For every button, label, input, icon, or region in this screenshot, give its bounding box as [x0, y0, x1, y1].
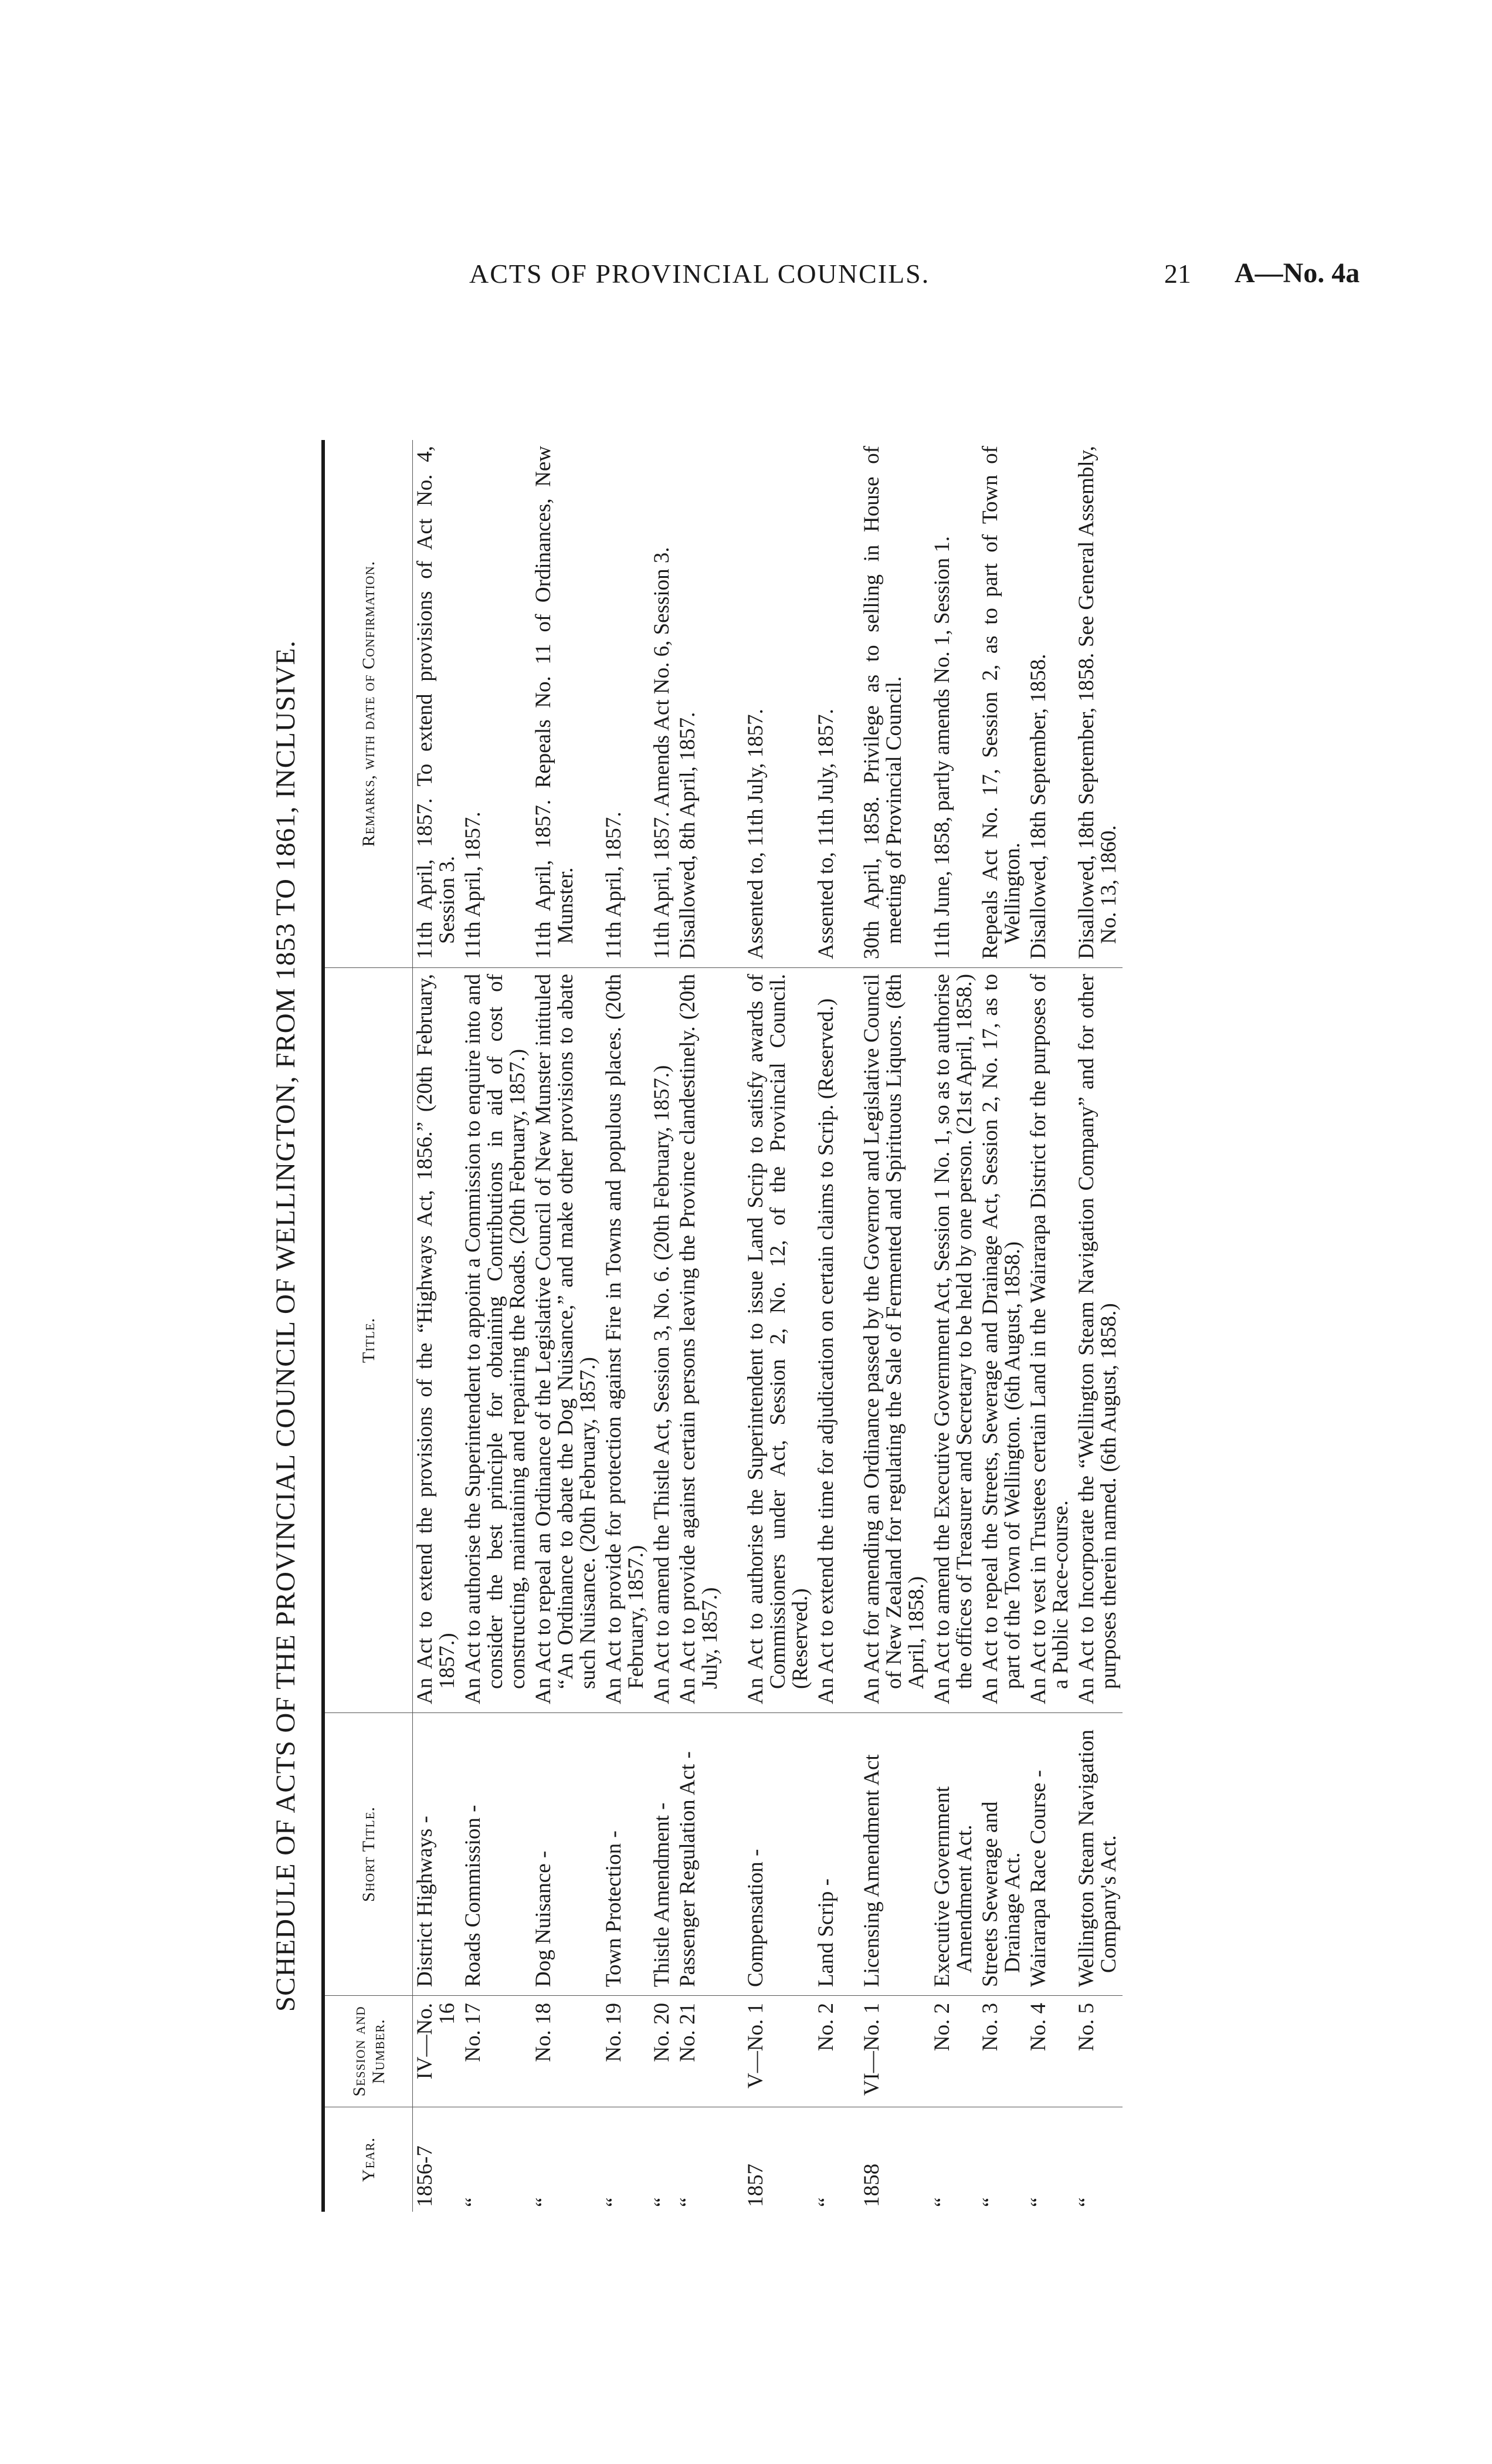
row-short-title: District Highways -: [413, 1713, 461, 1996]
row-year: 1858: [860, 2164, 884, 2207]
row-title: An Act for amending an Ordinance passed by the Governor and Legislative Council of New Zealand for regulating the Sale of Fermented and Spirituous Liquors. (8th April, 1858.): [840, 968, 930, 1713]
row-short-title: Compensation -: [724, 1713, 814, 1996]
schedule-table-rotated: [270, 440, 1466, 2212]
row-remarks: Assented to, 11th July, 1857.: [724, 440, 814, 968]
row-session: No. 3: [978, 1996, 1026, 2107]
row-short-title: Wairarapa Race Course -: [1026, 1713, 1074, 1996]
document-reference: A—No. 4a: [1235, 258, 1360, 289]
row-year: “: [531, 2197, 555, 2207]
row-remarks: 30th April, 1858. Privilege as to selling in House of meeting of Provincial Council.: [840, 440, 930, 968]
row-session: VI—No. 1: [840, 1996, 930, 2107]
row-short-title: Roads Commission -: [461, 1713, 531, 1996]
row-remarks: Repeals Act No. 17, Session 2, as to part of Town of Wellington.: [978, 440, 1026, 968]
row-title: An Act to authorise the Superintendent to appoint a Commission to enquire into and consider the best principle for obtaining Contributions in aid of cost of constructing, maintaining and repairing the Roads. (20th February, 1857.): [461, 968, 531, 1713]
row-title: An Act to provide for protection against Fire in Towns and populous places. (20th February, 1857.): [602, 968, 650, 1713]
row-title: An Act to amend the Executive Government Act, Session 1 No. 1, so as to authorise the offices of Treasurer and Secretary to be held by one person. (21st April, 1858.): [930, 968, 978, 1713]
row-title: An Act to Incorporate the “Wellington Steam Navigation Company” and for other purposes therein named. (6th August, 1858.): [1074, 968, 1123, 1713]
row-session: No. 2: [930, 1996, 978, 2107]
row-remarks: 11th April, 1857. Repeals No. 11 of Ordinances, New Munster.: [531, 440, 602, 968]
row-session: No. 20: [650, 1996, 676, 2107]
column-header-title: Title.: [325, 968, 413, 1713]
column-header-year: Year.: [325, 2107, 413, 2212]
row-short-title: Passenger Regulation Act -: [676, 1713, 724, 1996]
row-session: No. 21: [676, 1996, 724, 2107]
row-remarks: Disallowed, 18th September, 1858. See General Assembly, No. 13, 1860.: [1074, 440, 1123, 968]
row-remarks: 11th June, 1858, partly amends No. 1, Session 1.: [930, 440, 978, 968]
row-session: V—No. 1: [724, 1996, 814, 2107]
row-title: An Act to repeal an Ordinance of the Legislative Council of New Munster intituled “An Ordinance to abate the Dog Nuisance,” and make other provisions to abate such Nuisance. (20th February, 1857.): [531, 968, 602, 1713]
row-title: An Act to extend the time for adjudication on certain claims to Scrip. (Reserved.): [814, 968, 840, 1713]
row-session: No. 2: [814, 1996, 840, 2107]
row-session: No. 18: [531, 1996, 602, 2107]
row-title: An Act to provide against certain persons leaving the Province clandestinely. (20th July, 1857.): [676, 968, 724, 1713]
row-short-title: Land Scrip -: [814, 1713, 840, 1996]
row-remarks: 11th April, 1857. To extend provisions of Act No. 4, Session 3.: [413, 440, 461, 968]
schedule-table: [325, 440, 1123, 2212]
row-year: “: [1026, 2197, 1050, 2207]
row-year: 1857: [744, 2164, 768, 2207]
row-title: An Act to vest in Trustees certain Land in the Wairarapa District for the purposes of a Public Race-course.: [1026, 968, 1074, 1713]
row-short-title: Executive Government Amendment Act.: [930, 1713, 978, 1996]
row-short-title: Licensing Amendment Act: [840, 1713, 930, 1996]
row-short-title: Streets Sewerage and Drainage Act.: [978, 1713, 1026, 1996]
row-year: “: [650, 2197, 674, 2207]
row-remarks: 11th April, 1857.: [602, 440, 650, 968]
column-header-session: Session and Number.: [325, 1996, 413, 2107]
row-short-title: Town Protection -: [602, 1713, 650, 1996]
row-title: An Act to extend the provisions of the “Highways Act, 1856.” (20th February, 1857.): [413, 968, 461, 1713]
page-number: 21: [1164, 259, 1191, 289]
row-title: An Act to amend the Thistle Act, Session 3, No. 6. (20th February, 1857.): [650, 968, 676, 1713]
running-header-title: ACTS OF PROVINCIAL COUNCILS.: [469, 259, 930, 289]
row-year: “: [602, 2197, 626, 2207]
row-session: IV—No. 16: [413, 1996, 461, 2107]
column-header-short-title: Short Title.: [325, 1713, 413, 1996]
row-short-title: Wellington Steam Navigation Company's Act.: [1074, 1713, 1123, 1996]
row-remarks: Disallowed, 18th September, 1858.: [1026, 440, 1074, 968]
row-session: No. 5: [1074, 1996, 1123, 2107]
row-year: 1856-7: [413, 2145, 437, 2207]
row-session: No. 4: [1026, 1996, 1074, 2107]
row-title: An Act to authorise the Superintendent to issue Land Scrip to satisfy awards of Commissioners under Act, Session 2, No. 12, of the Provincial Council. (Reserved.): [724, 968, 814, 1713]
schedule-title: SCHEDULE OF ACTS OF THE PROVINCIAL COUNCIL OF WELLINGTON, FROM 1853 TO 1861, INCLUSIVE.: [270, 640, 301, 2012]
row-year: “: [814, 2197, 838, 2207]
row-remarks: Assented to, 11th July, 1857.: [814, 440, 840, 968]
row-title: An Act to repeal the Streets, Sewerage and Drainage Act, Session 2, No. 17, as to part of the Town of Wellington. (6th August, 1858.): [978, 968, 1026, 1713]
row-year: “: [930, 2197, 954, 2207]
column-header-remarks: Remarks, with date of Confirmation.: [325, 440, 413, 968]
row-short-title: Dog Nuisance -: [531, 1713, 602, 1996]
row-session: No. 17: [461, 1996, 531, 2107]
row-session: No. 19: [602, 1996, 650, 2107]
row-year: “: [1074, 2197, 1098, 2207]
row-short-title: Thistle Amendment -: [650, 1713, 676, 1996]
row-year: “: [676, 2197, 700, 2207]
row-year: “: [461, 2197, 485, 2207]
row-remarks: 11th April, 1857. Amends Act No. 6, Session 3.: [650, 440, 676, 968]
row-remarks: 11th April, 1857.: [461, 440, 531, 968]
row-year: “: [978, 2197, 1002, 2207]
row-remarks: Disallowed, 8th April, 1857.: [676, 440, 724, 968]
